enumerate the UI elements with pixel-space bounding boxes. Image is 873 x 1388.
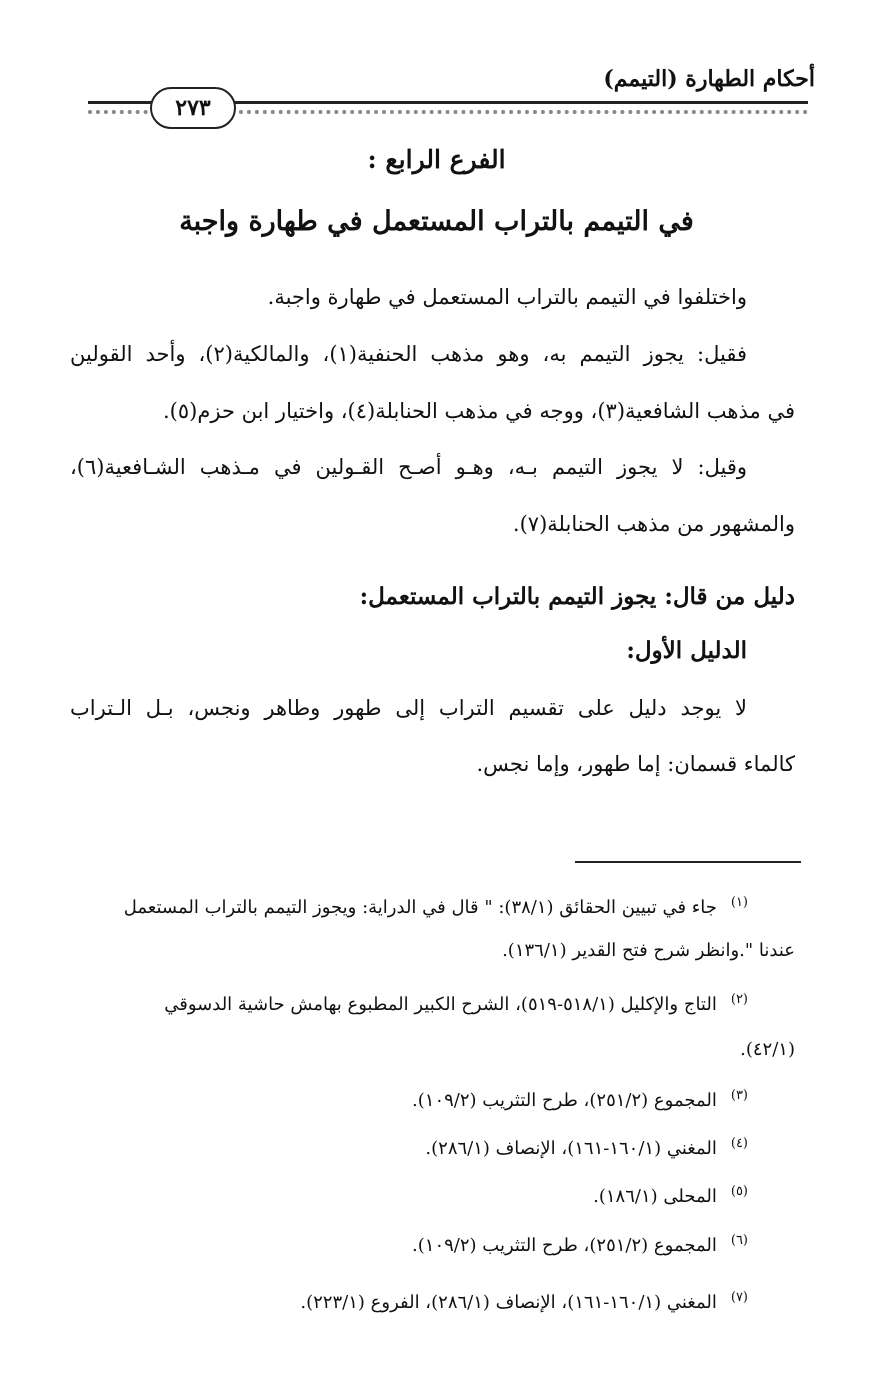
footnote-text: التاج والإكليل (٥١٨/١-٥١٩)، الشرح الكبير المطبوع بهامش حاشية الدسوقي [164,994,717,1015]
footnote-4 [23,1131,748,1162]
footnote-text: المجموع (٢٥١/٢)، طرح التثريب (١٠٩/٢). [412,1090,717,1111]
footnote-number: (٤) [730,1136,748,1151]
footnote-6 [23,1228,748,1259]
footnote-7 [23,1285,748,1316]
footnote-1-line-2: عندنا ".وانظر شرح فتح القدير (١٣٦/١). [502,940,795,961]
footnote-number: (٥) [730,1184,748,1199]
footnote-2-line-1 [70,987,748,1018]
page-number: ٢٧٣ [150,87,236,129]
footnote-text: المجموع (٢٥١/٢)، طرح التثريب (١٠٩/٢). [412,1235,717,1256]
footnote-3 [23,1083,748,1114]
paragraph-3-line-2: والمشهور من مذهب الحنابلة(٧). [512,512,795,536]
footnote-2-line-2: (٤٢/١). [740,1039,795,1060]
footnote-number: (٧) [730,1290,748,1305]
footnote-5 [23,1179,748,1210]
footnote-number: (٦) [730,1233,748,1248]
footnote-number: (٢) [730,992,748,1007]
footnote-1-line-1 [70,890,748,921]
footnote-separator [575,861,801,863]
footnote-text: المحلى (١٨٦/١). [593,1186,717,1207]
paragraph-2-line-2: في مذهب الشافعية(٣)، ووجه في مذهب الحنابلة(٤)، واختيار ابن حزم(٥). [163,399,795,423]
footnote-text: جاء في تبيين الحقائق (٣٨/١): " قال في الدراية: ويجوز التيمم بالتراب المستعمل [123,897,717,918]
footnote-text: المغني (١٦٠/١-١٦١)، الإنصاف (٢٨٦/١)، الفروع (٢٢٣/١). [300,1292,717,1313]
footnote-number: (١) [730,895,748,910]
footnote-number: (٣) [730,1088,748,1103]
evidence-heading: دليل من قال: يجوز التيمم بالتراب المستعمل: [359,583,795,610]
paragraph-3-line-1: وقيل: لا يجوز التيمم بـه، وهـو أصـح القـولين في مـذهب الشـافعية(٦)، [70,455,747,479]
running-title: أحكام الطهارة (التيمم) [603,66,815,92]
paragraph-1: واختلفوا في التيمم بالتراب المستعمل في طهارة واجبة. [267,285,747,309]
section-label: الفرع الرابع : [367,145,506,174]
footnote-text: المغني (١٦٠/١-١٦١)، الإنصاف (٢٨٦/١). [425,1138,717,1159]
paragraph-2-line-1: فقيل: يجوز التيمم به، وهو مذهب الحنفية(١)، والمالكية(٢)، وأحد القولين [70,342,747,366]
paragraph-4-line-2: كالماء قسمان: إما طهور، وإما نجس. [476,752,795,776]
section-title: في التيمم بالتراب المستعمل في طهارة واجبة [179,206,694,237]
paragraph-4-line-1: لا يوجد دليل على تقسيم التراب إلى طهور وطاهر ونجس، بـل الـتراب [70,696,747,720]
first-evidence-heading: الدليل الأول: [626,637,747,664]
